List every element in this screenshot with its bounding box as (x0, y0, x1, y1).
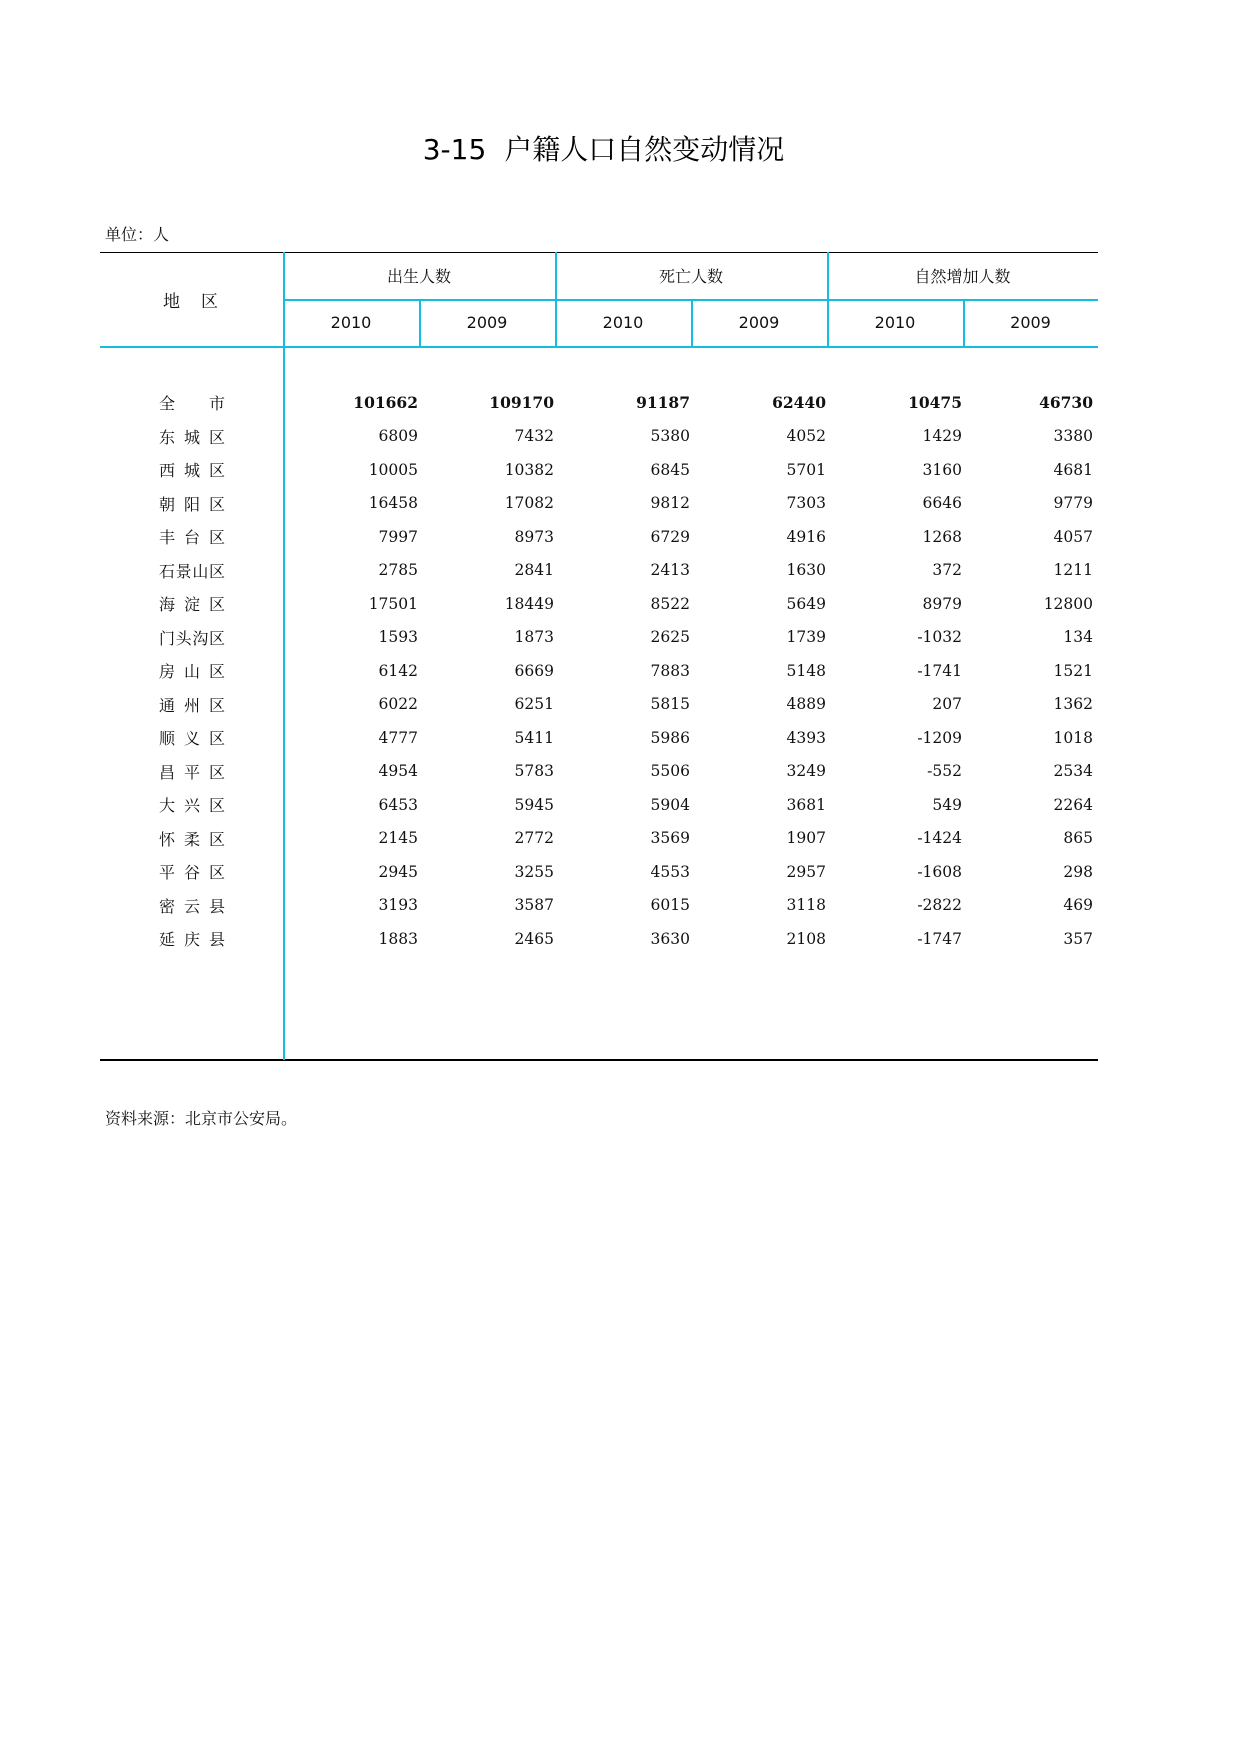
value-cell: 4889 (786, 695, 826, 714)
value-cell: -1741 (917, 661, 962, 680)
value-cell: 5380 (650, 427, 690, 446)
value-cell: 5904 (650, 795, 690, 814)
value-cell: 4954 (378, 762, 418, 781)
table-row (100, 621, 1098, 654)
value-cell: 372 (932, 561, 962, 580)
region-name: 大兴区 (159, 796, 225, 816)
data-table (100, 252, 1098, 1060)
table-row (100, 520, 1098, 553)
header-year: 2010 (602, 313, 644, 332)
table-row (100, 922, 1098, 955)
value-cell: 3630 (650, 929, 690, 948)
region-name: 房山区 (159, 662, 225, 682)
region-name-cell (100, 654, 283, 687)
value-cell: 5148 (786, 661, 826, 680)
region-name: 密云县 (159, 896, 225, 916)
value-cell: 3249 (786, 762, 826, 781)
value-cell: 6015 (650, 896, 690, 915)
value-cell: 5411 (514, 728, 554, 747)
table-number: 3-15 (422, 133, 487, 166)
region-name: 丰台区 (159, 528, 225, 548)
value-cell: 6142 (378, 661, 418, 680)
region-name-cell (100, 788, 283, 821)
value-cell: 1883 (378, 929, 418, 948)
value-cell: 549 (932, 795, 962, 814)
value-cell: 5783 (514, 762, 554, 781)
value-cell: 3255 (514, 862, 554, 881)
value-cell: 8522 (650, 594, 690, 613)
value-cell: 10005 (368, 460, 418, 479)
region-name: 怀柔区 (159, 829, 225, 849)
value-cell: 6809 (378, 427, 418, 446)
table-row-total (100, 386, 1098, 419)
value-cell: 5986 (650, 728, 690, 747)
value-cell: 16458 (368, 494, 418, 513)
value-cell: 7997 (378, 527, 418, 546)
region-name-cell (100, 922, 283, 955)
value-cell: 5815 (650, 695, 690, 714)
value-cell: 7432 (514, 427, 554, 446)
value-cell: 8973 (514, 527, 554, 546)
value-cell: 2945 (378, 862, 418, 881)
value-cell: 18449 (504, 594, 554, 613)
header-year: 2009 (1010, 313, 1051, 332)
value-cell: 2841 (514, 561, 554, 580)
table-row (100, 688, 1098, 721)
page-title (0, 132, 1207, 168)
header-group-deaths: 死亡人数 (658, 267, 723, 286)
value-cell: -552 (927, 762, 962, 781)
region-name-cell (100, 755, 283, 788)
value-cell: 4553 (650, 862, 690, 881)
region-name: 延庆县 (159, 930, 225, 950)
region-name: 全 市 (159, 394, 225, 414)
region-name: 通州区 (159, 695, 225, 715)
value-cell: 134 (1063, 628, 1093, 647)
value-cell: 4057 (1053, 527, 1093, 546)
value-cell: 6251 (514, 695, 554, 714)
value-cell: 12800 (1043, 594, 1093, 613)
table-title: 户籍人口自然变动情况 (504, 133, 785, 166)
value-cell: 2772 (514, 829, 554, 848)
value-cell: 298 (1063, 862, 1093, 881)
value-cell: 5649 (786, 594, 826, 613)
value-cell: 1739 (786, 628, 826, 647)
value-cell: -1209 (917, 728, 962, 747)
table-row (100, 889, 1098, 922)
value-cell: 1521 (1053, 661, 1093, 680)
header-year: 2010 (330, 313, 372, 332)
region-name: 平谷区 (159, 863, 225, 883)
value-cell: 4052 (786, 427, 826, 446)
region-name: 西城区 (159, 461, 225, 481)
value-cell: 6729 (650, 527, 690, 546)
header-year: 2010 (874, 313, 916, 332)
value-cell: 91187 (636, 393, 690, 413)
value-cell: 2785 (378, 561, 418, 580)
table-row (100, 420, 1098, 453)
value-cell: 1873 (514, 628, 554, 647)
value-cell: 9779 (1053, 494, 1093, 513)
header-group-births: 出生人数 (386, 267, 451, 286)
source-note: 资料来源：北京市公安局。 (105, 1109, 298, 1128)
region-name-cell (100, 420, 283, 453)
value-cell: 865 (1063, 829, 1093, 848)
value-cell: 46730 (1039, 393, 1093, 413)
table-row (100, 654, 1098, 687)
value-cell: 1268 (922, 527, 962, 546)
value-cell: 3681 (786, 795, 826, 814)
table-row (100, 822, 1098, 855)
region-name-cell (100, 621, 283, 654)
value-cell: 2145 (378, 829, 418, 848)
value-cell: 5701 (786, 460, 826, 479)
value-cell: 1907 (786, 829, 826, 848)
region-name-cell (100, 487, 283, 520)
header-year: 2009 (466, 313, 508, 332)
value-cell: 4777 (378, 728, 418, 747)
value-cell: 3118 (786, 896, 826, 915)
value-cell: 6669 (514, 661, 554, 680)
region-name: 东城区 (159, 427, 225, 447)
region-name-cell (100, 587, 283, 620)
region-name: 门头沟区 (159, 628, 225, 648)
value-cell: 8979 (922, 594, 962, 613)
region-name-cell (100, 688, 283, 721)
value-cell: 1593 (378, 628, 418, 647)
value-cell: 3587 (514, 896, 554, 915)
value-cell: 4393 (786, 728, 826, 747)
value-cell: 1362 (1053, 695, 1093, 714)
value-cell: 6453 (378, 795, 418, 814)
value-cell: -2822 (917, 896, 962, 915)
value-cell: 3569 (650, 829, 690, 848)
header-group-natural-increase: 自然增加人数 (914, 267, 1011, 286)
region-name-cell (100, 855, 283, 888)
value-cell: 6022 (378, 695, 418, 714)
header-bottom-rule (100, 346, 1098, 348)
value-cell: 101662 (353, 393, 418, 413)
value-cell: 4916 (786, 527, 826, 546)
value-cell: 10475 (908, 393, 962, 413)
value-cell: 6646 (922, 494, 962, 513)
table-row (100, 855, 1098, 888)
value-cell: 62440 (772, 393, 826, 413)
value-cell: -1747 (917, 929, 962, 948)
table-row (100, 487, 1098, 520)
value-cell: 2108 (786, 929, 826, 948)
table-row (100, 554, 1098, 587)
value-cell: 2957 (786, 862, 826, 881)
value-cell: 207 (932, 695, 962, 714)
value-cell: 3193 (378, 896, 418, 915)
header-year: 2009 (738, 313, 780, 332)
value-cell: 9812 (650, 494, 690, 513)
table-row (100, 721, 1098, 754)
value-cell: -1032 (917, 628, 962, 647)
table-row (100, 755, 1098, 788)
table-row (100, 587, 1098, 620)
region-name: 海淀区 (159, 595, 225, 615)
region-name-cell (100, 520, 283, 553)
value-cell: -1424 (917, 829, 962, 848)
table-row (100, 453, 1098, 486)
value-cell: 357 (1063, 929, 1093, 948)
region-name: 昌平区 (159, 762, 225, 782)
value-cell: 5945 (514, 795, 554, 814)
value-cell: 1429 (922, 427, 962, 446)
value-cell: 5506 (650, 762, 690, 781)
value-cell: 2625 (650, 628, 690, 647)
region-name: 石景山区 (159, 561, 225, 581)
value-cell: 2534 (1053, 762, 1093, 781)
value-cell: 2413 (650, 561, 690, 580)
value-cell: 3380 (1053, 427, 1093, 446)
value-cell: 4681 (1053, 460, 1093, 479)
region-name: 顺义区 (159, 729, 225, 749)
value-cell: 1630 (786, 561, 826, 580)
region-name-cell (100, 386, 283, 419)
value-cell: 2264 (1053, 795, 1093, 814)
unit-label: 单位：人 (105, 225, 170, 244)
value-cell: 17501 (368, 594, 418, 613)
region-name-cell (100, 453, 283, 486)
value-cell: 10382 (504, 460, 554, 479)
value-cell: 469 (1063, 896, 1093, 915)
region-name: 朝阳区 (159, 494, 225, 514)
value-cell: 3160 (922, 460, 962, 479)
region-name-cell (100, 822, 283, 855)
value-cell: 6845 (650, 460, 690, 479)
region-name-cell (100, 554, 283, 587)
table-row (100, 788, 1098, 821)
value-cell: -1608 (917, 862, 962, 881)
header-region (100, 252, 283, 346)
table-bottom-rule (100, 1059, 1098, 1061)
value-cell: 7883 (650, 661, 690, 680)
value-cell: 1211 (1053, 561, 1093, 580)
value-cell: 17082 (504, 494, 554, 513)
region-name-cell (100, 721, 283, 754)
value-cell: 7303 (786, 494, 826, 513)
value-cell: 2465 (514, 929, 554, 948)
value-cell: 109170 (489, 393, 554, 413)
header-region-label: 地 区 (163, 291, 220, 312)
value-cell: 1018 (1053, 728, 1093, 747)
region-name-cell (100, 889, 283, 922)
